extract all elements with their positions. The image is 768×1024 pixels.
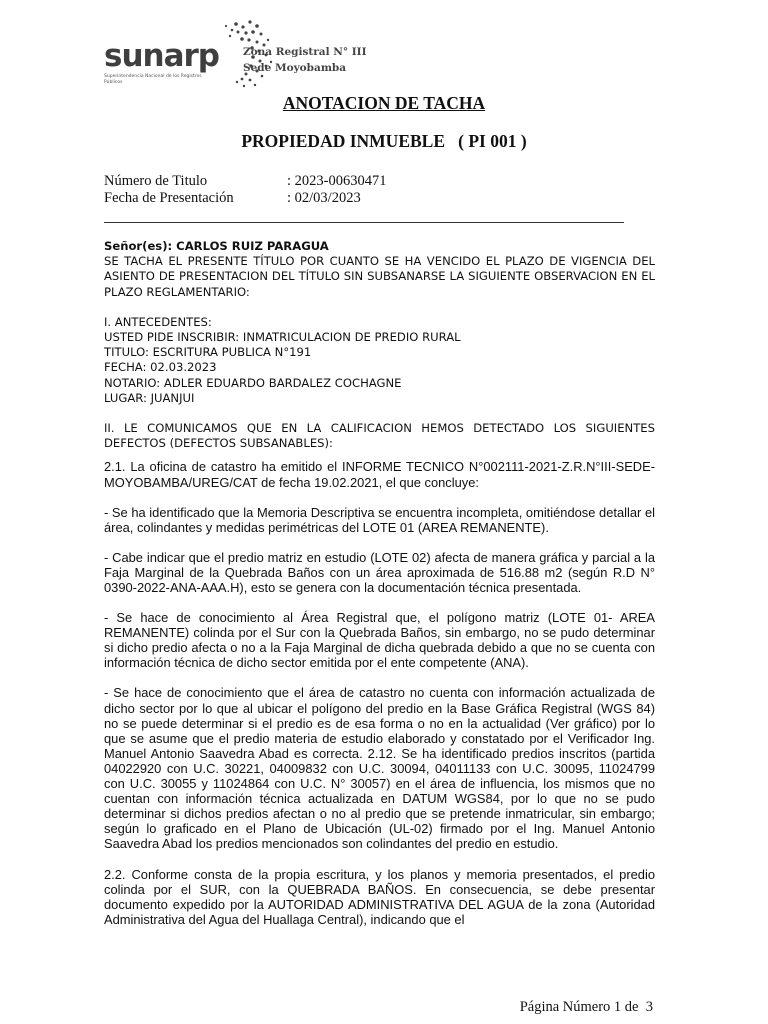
document-subtitle: PROPIEDAD INMUEBLE ( PI 001 ) (241, 131, 527, 151)
antecedentes-heading: I. ANTECEDENTES: (104, 314, 212, 329)
antecedentes-line: TITULO: ESCRITURA PUBLICA N°191 (104, 345, 312, 360)
page-number: Página Número 1 de 3 (519, 999, 653, 1015)
registry-zone (243, 44, 366, 76)
sunarp-logo-text: sunarp (104, 38, 219, 74)
fecha-row (104, 190, 386, 207)
antecedentes-line: FECHA: 02.03.2023 (104, 360, 217, 375)
numero-label: Número de Titulo (104, 173, 208, 189)
numero-row (104, 173, 386, 190)
paragraph-catastro: - Se hace de conocimiento que el área de catastro no cuenta con información actualizada de dicho sector por lo que al ubicar el polígono del predio en la Base Gráfica Registral (WGS 84) no se puede determinar si el predio es de esa forma o no en la actualidad (Ver gráfico) por lo que se asume que el predio materia de estudio elaborado y constatado por el Verificador Ing. Manuel Antonio Saavedra Abad es correcta. 2.12. Se ha identificado predios inscritos (partida 04022920 con U.C. 30221, 04009832 con U.C. 30094, 04011133 con U.C. 30095, 11024799 con U.C. 30055 y 11024864 con U.C. N° 30057) en el área de influencia, los mismos que no cuentan con información técnica actualizada en DATUM WGS84, por lo que no se pudo determinar si dichos predios afectan o no al predio que se pretende inmatricular, sin embargo; según lo graficado en el Plano de Ubicación (UL-02) firmado por el Ing. Manuel Antonio Saavedra Abad los predios mencionados son colindantes del predio en estudio. (104, 685, 655, 852)
sunarp-logo-subtext: Superintendencia Nacional de los Registros Públicos (104, 74, 202, 85)
section-2-heading: II. LE COMUNICAMOS QUE EN LA CALIFICACION HEMOS DETECTADO LOS SIGUIENTES DEFECTOS (DEFECTOS SUBSANABLES): (104, 421, 655, 451)
addressee: Señor(es): CARLOS RUIZ PARAGUA (104, 239, 329, 253)
zona-label: Zona Registral N° III (243, 46, 367, 58)
intro-paragraph: SE TACHA EL PRESENTE TÍTULO POR CUANTO SE HA VENCIDO EL PLAZO DE VIGENCIA DEL ASIENTO DE PRESENTACION DEL TÍTULO SIN SUBSANARSE LA SIGUIENTE OBSERVACION EN EL PLAZO REGLAMENTARIO: (104, 254, 655, 299)
paragraph-faja-marginal: - Cabe indicar que el predio matriz en estudio (LOTE 02) afecta de manera gráfica y parcial a la Faja Marginal de la Quebrada Baños con un área aproximada de 516.88 m2 (según R.D N° 0390-2022-ANA-AAA.H), esto se genera con la documentación técnica presentada. (104, 549, 655, 595)
title-metadata (104, 173, 386, 207)
numero-value: : 2023-00630471 (287, 173, 387, 189)
antecedentes-line: NOTARIO: ADLER EDUARDO BARDALEZ COCHAGNE (104, 375, 402, 390)
document-body (104, 239, 655, 927)
antecedentes-line: LUGAR: JUANJUI (104, 390, 195, 405)
divider-line (104, 222, 624, 223)
paragraph-2-2: 2.2. Conforme consta de la propia escritura, y los planos y memoria presentados, el predio colinda por el SUR, con la QUEBRADA BAÑOS. En consecuencia, se debe presentar documento expedido por la AUTORIDAD ADMINISTRATIVA DEL AGUA de la zona (Autoridad Administrativa del Agua del Huallaga Central), indicando que el (104, 866, 655, 927)
fecha-value: : 02/03/2023 (287, 190, 361, 206)
sede-label: Sede Moyobamba (243, 62, 347, 74)
paragraph-memoria: - Se ha identificado que la Memoria Descriptiva se encuentra incompleta, omitiéndose detallar el área, colindantes y medidas perimétricas del LOTE 01 (AREA REMANENTE). (104, 504, 655, 535)
paragraph-2-1: 2.1. La oficina de catastro ha emitido el INFORME TECNICO N°002111-2021-Z.R.N°III-SEDE-MOYOBAMBA/UREG/CAT de fecha 19.02.2021, el que concluye: (104, 459, 655, 490)
paragraph-area-registral: - Se hace de conocimiento al Área Registral que, el polígono matriz (LOTE 01- AREA REMANENTE) colinda por el Sur con la Quebrada Baños, sin embargo, no se pudo determinar si dicho predio afecta o no a la Faja Marginal de dicha quebrada debido a que no se cuenta con información técnica de dicho sector emitida por el ente competente (ANA). (104, 610, 655, 671)
antecedentes-line: USTED PIDE INSCRIBIR: INMATRICULACION DE PREDIO RURAL (104, 330, 461, 345)
fecha-label: Fecha de Presentación (104, 190, 234, 206)
document-title: ANOTACION DE TACHA (282, 93, 486, 113)
